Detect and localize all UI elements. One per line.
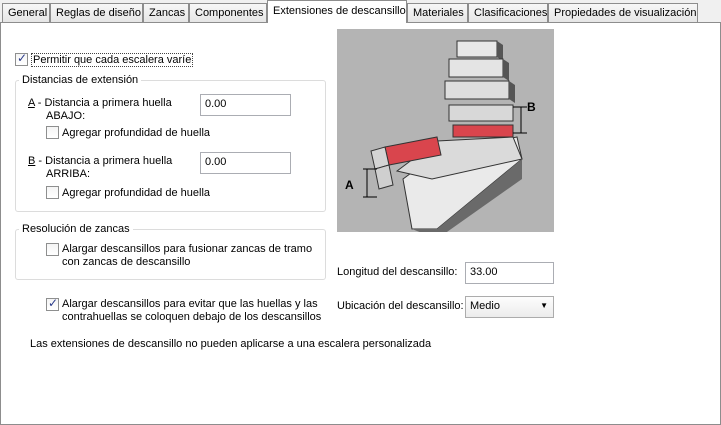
tab-label: Propiedades de visualización (554, 7, 697, 19)
tab-components[interactable] (189, 3, 267, 22)
b-add-depth-label: Agregar profundidad de huella (62, 187, 211, 199)
distance-a-label-line2: ABAJO: (46, 110, 86, 122)
tab-label: General (8, 7, 48, 19)
tab-strip (0, 0, 721, 22)
avoid-under-label-line1: Alargar descansillos para evitar que las huellas y las (62, 298, 318, 310)
custom-stair-note: Las extensiones de descansillo no pueden aplicarse a una escalera personalizada (30, 338, 432, 350)
tab-label: Componentes (195, 7, 264, 19)
distance-a-key: A (28, 97, 35, 109)
allow-vary-checkbox[interactable] (15, 53, 28, 66)
landing-location-select[interactable] (465, 296, 554, 318)
distance-a-input[interactable]: 0.00 (200, 94, 291, 116)
chevron-down-icon: ▼ (540, 301, 548, 310)
diagram-label-b: B (527, 100, 536, 114)
stair-diagram-illustration (337, 29, 554, 232)
tab-materials[interactable] (407, 3, 468, 22)
tab-design-rules[interactable] (50, 3, 143, 22)
tab-stringers[interactable] (143, 3, 189, 22)
distance-b-key: B (28, 155, 36, 167)
upper-extension-highlight (453, 125, 513, 137)
merge-stringers-label-line2: con zancas de descansillo (62, 256, 191, 268)
tab-label: Materiales (413, 7, 464, 19)
distance-b-label (28, 155, 172, 167)
stringer-resolution-legend: Resolución de zancas (19, 223, 133, 235)
tab-classifications[interactable] (468, 3, 548, 22)
tab-display-properties[interactable] (548, 3, 698, 22)
a-add-depth-label: Agregar profundidad de huella (62, 127, 211, 139)
merge-stringers-checkbox[interactable] (46, 243, 59, 256)
landing-length-label: Longitud del descansillo: (337, 266, 458, 278)
merge-stringers-label-line1: Alargar descansillos para fusionar zancas de tramo (62, 243, 313, 255)
a-add-depth-checkbox[interactable] (46, 126, 59, 139)
avoid-under-label-line2: contrahuellas se coloquen debajo de los descansillos (62, 311, 322, 323)
distance-b-input[interactable]: 0.00 (200, 152, 291, 174)
tab-label: Zancas (149, 7, 186, 19)
tab-landing-extensions[interactable] (267, 0, 407, 23)
distance-a-label (28, 97, 172, 109)
landing-extension-diagram (337, 29, 554, 232)
tab-label: Clasificaciones (474, 7, 548, 19)
distance-a-text: - Distancia a primera huella (34, 97, 172, 109)
landing-length-input[interactable]: 33.00 (465, 262, 554, 284)
avoid-under-checkbox[interactable] (46, 298, 59, 311)
landing-location-label: Ubicación del descansillo: (337, 300, 464, 312)
landing-location-value: Medio (470, 300, 500, 312)
diagram-label-a: A (345, 178, 354, 192)
allow-vary-label[interactable]: Permitir que cada escalera varíe (33, 54, 192, 66)
extension-distances-legend: Distancias de extensión (19, 74, 141, 86)
b-add-depth-checkbox[interactable] (46, 186, 59, 199)
distance-b-text: - Distancia a primera huella (35, 155, 173, 167)
distance-b-label-line2: ARRIBA: (46, 168, 91, 180)
tab-label: Reglas de diseño (56, 7, 142, 19)
tab-label: Extensiones de descansillo (273, 5, 406, 17)
tab-general[interactable] (2, 3, 50, 22)
